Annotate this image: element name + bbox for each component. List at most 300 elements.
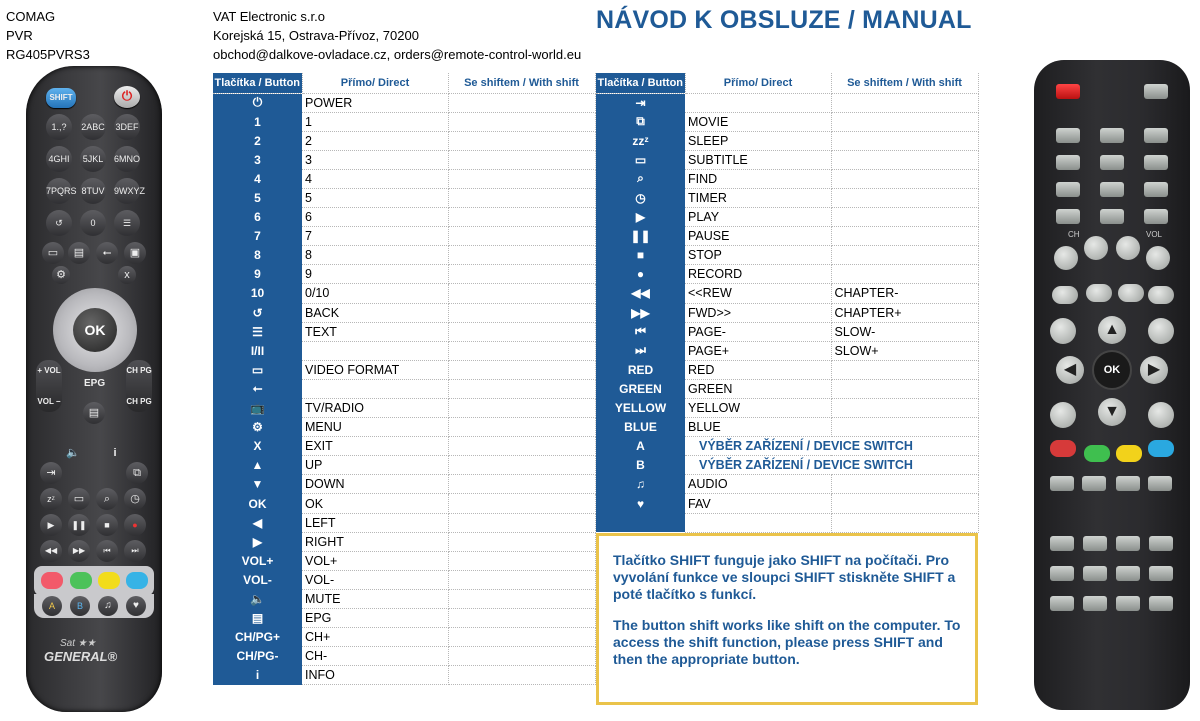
col-direct-header-2: Přímo/ Direct bbox=[685, 73, 831, 93]
dpad bbox=[53, 288, 137, 372]
direct-function-cell: TEXT bbox=[302, 322, 448, 341]
number-key: 5JKL bbox=[80, 146, 106, 172]
table-row bbox=[596, 188, 978, 207]
shift-function-cell bbox=[448, 647, 595, 666]
a-key: A bbox=[42, 596, 62, 616]
movie-icon: ⧉ bbox=[126, 462, 148, 484]
power-icon: ⏻ bbox=[213, 93, 302, 112]
pause-icon: ❚❚ bbox=[68, 514, 90, 536]
pause-icon: ❚❚ bbox=[596, 227, 685, 246]
button-key-label: 9 bbox=[213, 265, 302, 284]
shift-function-cell bbox=[831, 208, 978, 227]
shift-function-cell bbox=[448, 532, 595, 551]
info-key bbox=[1050, 476, 1074, 491]
brand-label: COMAG bbox=[6, 9, 56, 24]
direct-function-cell: BLUE bbox=[685, 418, 831, 437]
yellow-key-2 bbox=[1116, 445, 1142, 462]
table-row bbox=[213, 112, 595, 131]
power-icon-2 bbox=[1056, 84, 1080, 99]
direct-function-cell: VIDEO FORMAT bbox=[302, 360, 448, 379]
table-row bbox=[213, 303, 595, 322]
table-row bbox=[213, 360, 595, 379]
direct-function-cell: VOL- bbox=[302, 570, 448, 589]
button-key-label: YELLOW bbox=[596, 399, 685, 418]
shift-note-box bbox=[596, 533, 978, 705]
direct-function-cell: FIND bbox=[685, 169, 831, 188]
epg-key bbox=[1148, 402, 1174, 428]
number-key: ☰ bbox=[114, 210, 140, 236]
number-key: 6MNO bbox=[114, 146, 140, 172]
shift-function-cell bbox=[448, 475, 595, 494]
green-key bbox=[70, 572, 92, 589]
rewind-icon: ◀◀ bbox=[596, 284, 685, 303]
direct-function-cell: UP bbox=[302, 456, 448, 475]
menu-key bbox=[1052, 286, 1078, 304]
device-switch-cell: VÝBĚR ZAŘÍZENÍ / DEVICE SWITCH bbox=[685, 456, 978, 475]
red-key-2 bbox=[1050, 440, 1076, 457]
record-icon: ● bbox=[596, 265, 685, 284]
company-info bbox=[213, 7, 581, 64]
epg-icon: ▤ bbox=[83, 402, 105, 424]
ch-minus-key bbox=[1054, 246, 1078, 270]
stop-icon: ■ bbox=[96, 514, 118, 536]
direct-function-cell: YELLOW bbox=[685, 399, 831, 418]
shift-function-cell bbox=[448, 265, 595, 284]
shift-function-cell bbox=[831, 494, 978, 513]
input-icon: ⇥ bbox=[40, 462, 62, 484]
direct-function-cell: RECORD bbox=[685, 265, 831, 284]
ch-rocker bbox=[126, 360, 152, 412]
table-row bbox=[213, 609, 595, 628]
number-key: 8TUV bbox=[80, 178, 106, 204]
left-arrow-icon: ◀ bbox=[1056, 356, 1084, 384]
shift-function-cell: SLOW- bbox=[831, 322, 978, 341]
number-key: 7PQRS bbox=[46, 178, 72, 204]
clock-icon: ◷ bbox=[596, 188, 685, 207]
button-key-label: VOL- bbox=[213, 570, 302, 589]
table-row bbox=[596, 360, 978, 379]
direct-function-cell: EXIT bbox=[302, 437, 448, 456]
shift-function-cell bbox=[448, 589, 595, 608]
table-row bbox=[596, 303, 978, 322]
table-row bbox=[596, 131, 978, 150]
company-name: VAT Electronic s.r.o bbox=[213, 9, 325, 24]
record-icon: ● bbox=[124, 514, 146, 536]
button-key-label: A bbox=[596, 437, 685, 456]
table-row bbox=[213, 666, 595, 685]
table-row bbox=[596, 150, 978, 169]
direct-function-cell: 2 bbox=[302, 131, 448, 150]
number-key: 0 bbox=[80, 210, 106, 236]
mute-icon-2 bbox=[1144, 84, 1168, 99]
direct-function-cell: 1 bbox=[302, 112, 448, 131]
up-arrow-icon: ▲ bbox=[213, 456, 302, 475]
skip-forward-icon: ⏭ bbox=[124, 540, 146, 562]
media-key bbox=[1116, 536, 1140, 551]
direct-function-cell: POWER bbox=[302, 93, 448, 112]
shift-function-cell bbox=[831, 418, 978, 437]
left-button-table bbox=[213, 73, 596, 685]
media-key bbox=[1149, 536, 1173, 551]
subtitle-icon: ▭ bbox=[42, 242, 64, 264]
shift-function-cell bbox=[448, 208, 595, 227]
vol-plus-key bbox=[1146, 246, 1170, 270]
shift-function-cell: SLOW+ bbox=[831, 341, 978, 360]
shift-function-cell: CHAPTER- bbox=[831, 284, 978, 303]
green-key-2 bbox=[1084, 445, 1110, 462]
skip-back-icon: ⏮ bbox=[596, 322, 685, 341]
number-key: 1.,? bbox=[46, 114, 72, 140]
shift-function-cell bbox=[448, 418, 595, 437]
col-button-header-2: Tlačítka / Button bbox=[596, 73, 685, 93]
shift-function-cell bbox=[448, 150, 595, 169]
table-row bbox=[596, 169, 978, 188]
usb-icon: ⭠ bbox=[213, 379, 302, 398]
direct-function-cell: 3 bbox=[302, 150, 448, 169]
media-key bbox=[1149, 566, 1173, 581]
stop-icon: ■ bbox=[596, 246, 685, 265]
table-row bbox=[213, 532, 595, 551]
table-row bbox=[596, 93, 978, 112]
button-key-label: VOL+ bbox=[213, 551, 302, 570]
number-key bbox=[1144, 155, 1168, 170]
number-key bbox=[1100, 128, 1124, 143]
table-row bbox=[213, 628, 595, 647]
table-row bbox=[213, 93, 595, 112]
right-arrow-icon: ▶ bbox=[213, 532, 302, 551]
number-key bbox=[1100, 209, 1124, 224]
ab-fav-keys bbox=[34, 594, 154, 618]
info-icon: i bbox=[113, 447, 117, 459]
direct-function-cell: PLAY bbox=[685, 208, 831, 227]
shift-function-cell bbox=[448, 112, 595, 131]
number-key: 4GHI bbox=[46, 146, 72, 172]
number-key: 2ABC bbox=[80, 114, 106, 140]
note-english: The button shift works like shift on the computer. To access the shift function, please press SHIFT and then the appropriate button. bbox=[613, 617, 961, 667]
shift-function-cell bbox=[448, 131, 595, 150]
button-key-label: CH/PG+ bbox=[213, 628, 302, 647]
table-row bbox=[213, 208, 595, 227]
direct-function-cell bbox=[302, 341, 448, 360]
table-row bbox=[596, 246, 978, 265]
col-shift-header-2: Se shiftem / With shift bbox=[831, 73, 978, 93]
direct-function-cell: EPG bbox=[302, 609, 448, 628]
ch-plus-label: CH PG bbox=[126, 366, 152, 375]
shift-function-cell bbox=[448, 456, 595, 475]
table-row bbox=[213, 418, 595, 437]
direct-function-cell: 4 bbox=[302, 169, 448, 188]
shift-function-cell bbox=[448, 437, 595, 456]
col-shift-header: Se shiftem / With shift bbox=[448, 73, 595, 93]
gear-icon: ⚙ bbox=[213, 418, 302, 437]
subtitle-icon: ▭ bbox=[596, 150, 685, 169]
red-key bbox=[41, 572, 63, 589]
blue-key bbox=[126, 572, 148, 589]
direct-function-cell: BACK bbox=[302, 303, 448, 322]
shift-function-cell bbox=[448, 188, 595, 207]
vol-minus-key bbox=[1116, 236, 1140, 260]
shift-function-cell bbox=[831, 513, 978, 532]
direct-function-cell: CH- bbox=[302, 647, 448, 666]
shift-function-cell bbox=[448, 570, 595, 589]
app-key bbox=[1148, 476, 1172, 491]
button-key-label: GREEN bbox=[596, 379, 685, 398]
button-key-label: 2 bbox=[213, 131, 302, 150]
mute-icon: 🔈 bbox=[213, 589, 302, 608]
shift-function-cell bbox=[831, 399, 978, 418]
table-row bbox=[596, 341, 978, 360]
table-row bbox=[213, 227, 595, 246]
tv-radio-icon: ▣ bbox=[124, 242, 146, 264]
direct-function-cell: TIMER bbox=[685, 188, 831, 207]
vol-plus-label: + VOL bbox=[37, 366, 61, 375]
ch-label: CH bbox=[1068, 230, 1080, 239]
media-key bbox=[1083, 566, 1107, 581]
shift-function-cell bbox=[448, 399, 595, 418]
table-row bbox=[213, 150, 595, 169]
number-key bbox=[1144, 182, 1168, 197]
ch-minus-label: CH PG bbox=[126, 397, 152, 406]
vol-minus-label: VOL − bbox=[37, 397, 61, 406]
video-format-icon: ▭ bbox=[213, 360, 302, 379]
number-key bbox=[1056, 128, 1080, 143]
button-key-label: 8 bbox=[213, 246, 302, 265]
direct-function-cell: RED bbox=[685, 360, 831, 379]
rewind-icon: ◀◀ bbox=[40, 540, 62, 562]
button-key-label: B bbox=[596, 456, 685, 475]
col-button-header: Tlačítka / Button bbox=[213, 73, 302, 93]
direct-function-cell: DOWN bbox=[302, 475, 448, 494]
text-icon: ☰ bbox=[213, 322, 302, 341]
direct-function-cell: 0/10 bbox=[302, 284, 448, 303]
play-icon: ▶ bbox=[40, 514, 62, 536]
fast-forward-icon: ▶▶ bbox=[68, 540, 90, 562]
device-info bbox=[6, 7, 90, 64]
number-key: ↺ bbox=[46, 210, 72, 236]
exit-key bbox=[1148, 318, 1174, 344]
direct-function-cell: FWD>> bbox=[685, 303, 831, 322]
sleep-icon: zᶻ bbox=[40, 488, 62, 510]
direct-function-cell: FAV bbox=[685, 494, 831, 513]
media-key bbox=[1050, 566, 1074, 581]
text-key bbox=[1050, 318, 1076, 344]
table-row bbox=[213, 246, 595, 265]
shift-function-cell bbox=[831, 93, 978, 112]
number-key: 3DEF bbox=[114, 114, 140, 140]
direct-function-cell: SUBTITLE bbox=[685, 150, 831, 169]
right-arrow-icon: ▶ bbox=[1140, 356, 1168, 384]
direct-function-cell: MOVIE bbox=[685, 112, 831, 131]
subtitle-icon-2: ▭ bbox=[68, 488, 90, 510]
button-key-label: 4 bbox=[213, 169, 302, 188]
direct-function-cell: 6 bbox=[302, 208, 448, 227]
button-key-label: X bbox=[213, 437, 302, 456]
exit-icon: x bbox=[118, 266, 136, 284]
table-row bbox=[213, 456, 595, 475]
media-key bbox=[1050, 536, 1074, 551]
search-icon: ⌕ bbox=[596, 169, 685, 188]
table-row bbox=[596, 513, 978, 532]
vol-rocker bbox=[36, 360, 62, 412]
direct-function-cell: CH+ bbox=[302, 628, 448, 647]
direct-function-cell: VOL+ bbox=[302, 551, 448, 570]
button-key-label: i bbox=[213, 666, 302, 685]
table-row bbox=[213, 399, 595, 418]
epg-label: EPG bbox=[84, 378, 106, 389]
table-row bbox=[213, 265, 595, 284]
shift-function-cell bbox=[448, 341, 595, 360]
shift-function-cell bbox=[448, 322, 595, 341]
table-row bbox=[213, 322, 595, 341]
p-plus-key bbox=[1148, 286, 1174, 304]
tv-radio-icon: 📺 bbox=[213, 399, 302, 418]
ch-plus-key bbox=[1084, 236, 1108, 260]
button-key-label: 7 bbox=[213, 227, 302, 246]
ok-button-2: OK bbox=[1092, 350, 1132, 390]
model-label: RG405PVRS3 bbox=[6, 47, 90, 62]
table-row bbox=[596, 475, 978, 494]
table-row bbox=[213, 551, 595, 570]
table-row bbox=[596, 399, 978, 418]
remote-control-photo-right bbox=[1034, 60, 1190, 710]
shift-function-cell bbox=[831, 379, 978, 398]
direct-function-cell: LEFT bbox=[302, 513, 448, 532]
direct-function-cell: <<REW bbox=[685, 284, 831, 303]
shift-function-cell bbox=[448, 379, 595, 398]
table-row bbox=[213, 475, 595, 494]
shift-function-cell bbox=[831, 227, 978, 246]
audio-mode-icon: I/II bbox=[213, 341, 302, 360]
color-keys bbox=[34, 566, 154, 596]
down-arrow-icon: ▼ bbox=[1098, 398, 1126, 426]
number-key: 9WXYZ bbox=[114, 178, 140, 204]
direct-function-cell: STOP bbox=[685, 246, 831, 265]
shift-function-cell bbox=[448, 360, 595, 379]
logo-line-1: Sat ★★ bbox=[60, 638, 96, 649]
media-key bbox=[1083, 596, 1107, 611]
shift-function-cell bbox=[831, 360, 978, 379]
table-row bbox=[213, 188, 595, 207]
direct-function-cell bbox=[685, 513, 831, 532]
media-key bbox=[1050, 596, 1074, 611]
skip-back-icon: ⏮ bbox=[96, 540, 118, 562]
table-row bbox=[596, 456, 978, 475]
play-icon: ▶ bbox=[596, 208, 685, 227]
search-icon: ⌕ bbox=[96, 488, 118, 510]
shift-function-cell bbox=[448, 494, 595, 513]
media-key bbox=[1149, 596, 1173, 611]
shift-function-cell bbox=[448, 666, 595, 685]
music-icon: ♫ bbox=[596, 475, 685, 494]
button-key-label: 3 bbox=[213, 150, 302, 169]
power-icon: ⏻ bbox=[114, 86, 140, 108]
epg-icon: ▤ bbox=[213, 609, 302, 628]
media-key bbox=[1116, 596, 1140, 611]
table-row bbox=[596, 437, 978, 456]
direct-function-cell: PAUSE bbox=[685, 227, 831, 246]
media-key bbox=[1083, 536, 1107, 551]
number-key bbox=[1100, 182, 1124, 197]
direct-function-cell: GREEN bbox=[685, 379, 831, 398]
number-key bbox=[1100, 155, 1124, 170]
logo-line-2: GENERAL® bbox=[44, 649, 118, 664]
table-row bbox=[213, 379, 595, 398]
shift-function-cell bbox=[448, 169, 595, 188]
left-arrow-icon: ◀ bbox=[213, 513, 302, 532]
down-arrow-icon: ▼ bbox=[213, 475, 302, 494]
button-key-label: BLUE bbox=[596, 418, 685, 437]
shift-button: SHIFT bbox=[46, 88, 76, 108]
device-switch-cell: VÝBĚR ZAŘÍZENÍ / DEVICE SWITCH bbox=[685, 437, 978, 456]
table-row bbox=[596, 418, 978, 437]
table-row bbox=[213, 589, 595, 608]
direct-function-cell: TV/RADIO bbox=[302, 399, 448, 418]
shift-function-cell bbox=[831, 131, 978, 150]
right-button-table bbox=[596, 73, 979, 533]
company-address: Korejská 15, Ostrava-Přívoz, 70200 bbox=[213, 28, 419, 43]
button-key-label: 1 bbox=[213, 112, 302, 131]
b-key: B bbox=[70, 596, 90, 616]
shift-function-cell bbox=[831, 246, 978, 265]
p-minus-key bbox=[1118, 284, 1144, 302]
shift-function-cell bbox=[448, 246, 595, 265]
table-row bbox=[213, 494, 595, 513]
button-key-label: OK bbox=[213, 494, 302, 513]
general-logo bbox=[44, 638, 154, 664]
shift-function-cell bbox=[448, 609, 595, 628]
recall-key bbox=[1086, 284, 1112, 302]
video-format-icon: ▤ bbox=[68, 242, 90, 264]
direct-function-cell: 8 bbox=[302, 246, 448, 265]
vol-label: VOL bbox=[1146, 230, 1163, 239]
table-row bbox=[596, 265, 978, 284]
up-arrow-icon: ▲ bbox=[1098, 316, 1126, 344]
direct-function-cell: MUTE bbox=[302, 589, 448, 608]
clock-icon: ◷ bbox=[124, 488, 146, 510]
blue-key-2 bbox=[1148, 440, 1174, 457]
number-key bbox=[1144, 209, 1168, 224]
table-row bbox=[213, 570, 595, 589]
table-row bbox=[596, 112, 978, 131]
shift-function-cell bbox=[831, 188, 978, 207]
shift-function-cell bbox=[448, 93, 595, 112]
table-row bbox=[213, 513, 595, 532]
direct-function-cell: 5 bbox=[302, 188, 448, 207]
table-row bbox=[213, 437, 595, 456]
number-key bbox=[1056, 182, 1080, 197]
subt-key bbox=[1082, 476, 1106, 491]
direct-function-cell: 9 bbox=[302, 265, 448, 284]
table-row bbox=[213, 341, 595, 360]
movie-icon: ⧉ bbox=[596, 112, 685, 131]
gear-icon: ⚙ bbox=[52, 266, 70, 284]
remote-control-photo-left bbox=[26, 66, 162, 712]
music-icon: ♫ bbox=[98, 596, 118, 616]
device-type-label: PVR bbox=[6, 28, 33, 43]
direct-function-cell: PAGE+ bbox=[685, 341, 831, 360]
direct-function-cell: INFO bbox=[302, 666, 448, 685]
table-row bbox=[213, 647, 595, 666]
direct-function-cell: PAGE- bbox=[685, 322, 831, 341]
shift-function-cell bbox=[831, 150, 978, 169]
button-key-label: RED bbox=[596, 360, 685, 379]
shift-function-cell bbox=[831, 475, 978, 494]
sleep-icon: zzᶻ bbox=[596, 131, 685, 150]
note-czech: Tlačítko SHIFT funguje jako SHIFT na počítači. Pro vyvolání funkce ve sloupci SHIFT stiskněte SHIFT a poté tlačítko s funkcí. bbox=[613, 552, 956, 602]
shift-function-cell bbox=[448, 284, 595, 303]
direct-function-cell: 7 bbox=[302, 227, 448, 246]
yellow-key bbox=[98, 572, 120, 589]
